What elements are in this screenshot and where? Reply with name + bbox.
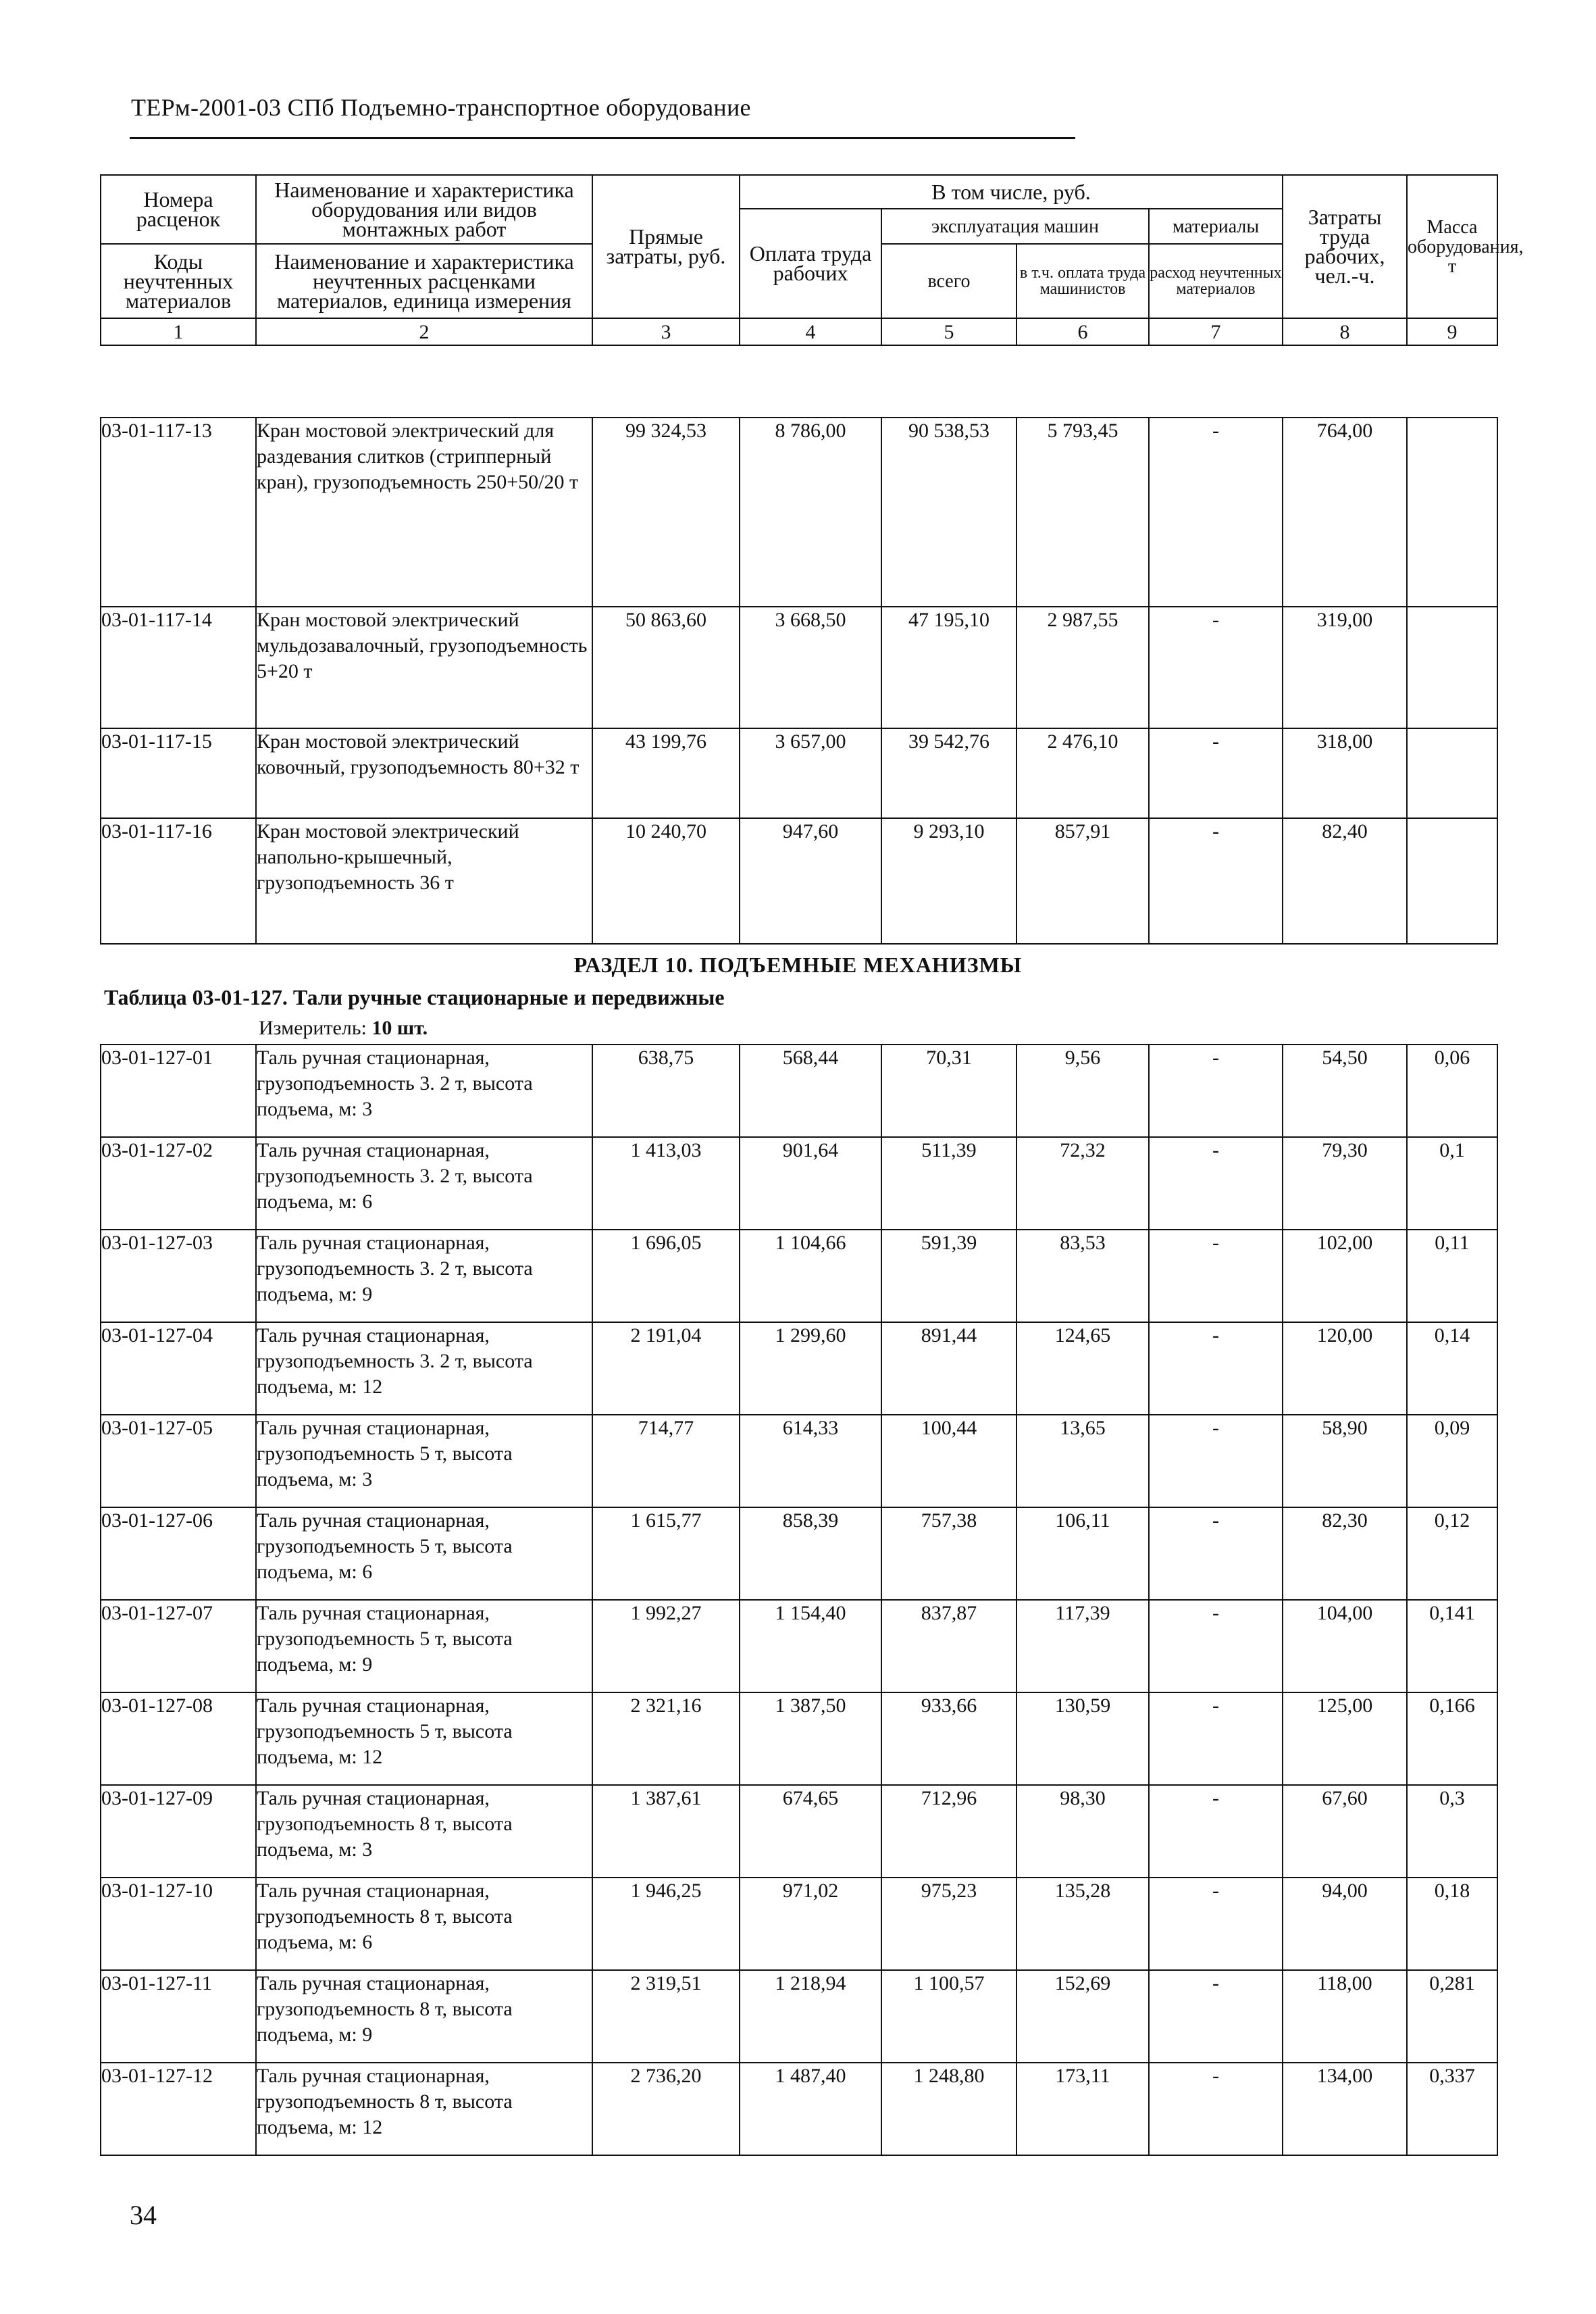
materials-cell: - [1149, 1600, 1283, 1692]
col-header-unaccounted-codes: Коды неучтенных материалов [101, 244, 256, 318]
rate-code: 03-01-127-07 [101, 1600, 256, 1692]
rate-name: Таль ручная стационарная, грузоподъемность 8 т, высота подъема, м: 6 [256, 1878, 592, 1970]
worker-pay-cell: 858,39 [740, 1507, 881, 1600]
machine-total-cell: 100,44 [881, 1415, 1016, 1507]
materials-cell: - [1149, 2063, 1283, 2155]
operator-pay-cell: 9,56 [1016, 1045, 1149, 1137]
rate-name: Кран мостовой электрический мульдозавалочный, грузоподъемность 5+20 т [256, 607, 592, 728]
worker-pay-cell: 1 154,40 [740, 1600, 881, 1692]
rate-name: Кран мостовой электрический напольно-крышечный, грузоподъемность 36 т [256, 818, 592, 944]
machine-total-cell: 1 248,80 [881, 2063, 1016, 2155]
materials-cell: - [1149, 1692, 1283, 1785]
operator-pay-cell: 106,11 [1016, 1507, 1149, 1600]
operator-pay-cell: 13,65 [1016, 1415, 1149, 1507]
table-row [101, 1970, 1497, 2063]
machine-total-cell: 47 195,10 [881, 607, 1016, 728]
rate-name: Таль ручная стационарная, грузоподъемность 3. 2 т, высота подъема, м: 12 [256, 1322, 592, 1415]
machine-total-cell: 712,96 [881, 1785, 1016, 1878]
rate-code: 03-01-127-05 [101, 1415, 256, 1507]
unit-label: Измеритель: [259, 1017, 367, 1039]
labor-hours-cell: 318,00 [1283, 728, 1407, 818]
rate-name: Таль ручная стационарная, грузоподъемность 3. 2 т, высота подъема, м: 3 [256, 1045, 592, 1137]
materials-cell: - [1149, 1322, 1283, 1415]
col-number: 5 [881, 318, 1016, 345]
mass-cell [1407, 728, 1497, 818]
worker-pay-cell: 614,33 [740, 1415, 881, 1507]
labor-hours-cell: 102,00 [1283, 1230, 1407, 1322]
table-row [101, 2063, 1497, 2155]
table-row [101, 1045, 1497, 1137]
worker-pay-cell: 1 387,50 [740, 1692, 881, 1785]
materials-cell: - [1149, 418, 1283, 607]
materials-cell: - [1149, 818, 1283, 944]
materials-cell: - [1149, 1785, 1283, 1878]
rate-name: Таль ручная стационарная, грузоподъемность 5 т, высота подъема, м: 6 [256, 1507, 592, 1600]
section-title: РАЗДЕЛ 10. ПОДЪЕМНЫЕ МЕХАНИЗМЫ [573, 953, 1023, 977]
table-row [101, 1507, 1497, 1600]
operator-pay-cell: 72,32 [1016, 1137, 1149, 1230]
machine-total-cell: 9 293,10 [881, 818, 1016, 944]
worker-pay-cell: 3 668,50 [740, 607, 881, 728]
direct-costs-cell: 2 319,51 [592, 1970, 740, 2063]
operator-pay-cell: 152,69 [1016, 1970, 1149, 2063]
labor-hours-cell: 79,30 [1283, 1137, 1407, 1230]
machine-total-cell: 511,39 [881, 1137, 1016, 1230]
mass-cell: 0,281 [1407, 1970, 1497, 2063]
col-number: 9 [1407, 318, 1497, 345]
table-row [101, 1878, 1497, 1970]
rate-code: 03-01-127-12 [101, 2063, 256, 2155]
col-header-machine-operation: эксплуатация машин [881, 209, 1149, 244]
machine-total-cell: 891,44 [881, 1322, 1016, 1415]
rate-name: Кран мостовой электрический ковочный, грузоподъемность 80+32 т [256, 728, 592, 818]
direct-costs-cell: 50 863,60 [592, 607, 740, 728]
rate-code: 03-01-117-15 [101, 728, 256, 818]
labor-hours-cell: 94,00 [1283, 1878, 1407, 1970]
table-row [101, 1415, 1497, 1507]
table-row [101, 728, 1497, 818]
labor-hours-cell: 82,30 [1283, 1507, 1407, 1600]
col-number: 4 [740, 318, 881, 345]
column-header-table [100, 174, 1524, 346]
materials-cell: - [1149, 1878, 1283, 1970]
operator-pay-cell: 5 793,45 [1016, 418, 1149, 607]
operator-pay-cell: 98,30 [1016, 1785, 1149, 1878]
labor-hours-cell: 764,00 [1283, 418, 1407, 607]
direct-costs-cell: 99 324,53 [592, 418, 740, 607]
labor-hours-cell: 120,00 [1283, 1322, 1407, 1415]
rate-code: 03-01-127-11 [101, 1970, 256, 2063]
worker-pay-cell: 674,65 [740, 1785, 881, 1878]
materials-cell: - [1149, 1970, 1283, 2063]
direct-costs-cell: 1 946,25 [592, 1878, 740, 1970]
col-number: 2 [256, 318, 592, 345]
unit-value: 10 шт. [371, 1017, 428, 1039]
machine-total-cell: 591,39 [881, 1230, 1016, 1322]
unit-of-measure [259, 1017, 428, 1040]
materials-cell: - [1149, 728, 1283, 818]
direct-costs-cell: 1 413,03 [592, 1137, 740, 1230]
rate-code: 03-01-127-01 [101, 1045, 256, 1137]
table-row [101, 1692, 1497, 1785]
direct-costs-cell: 714,77 [592, 1415, 740, 1507]
direct-costs-cell: 1 615,77 [592, 1507, 740, 1600]
rate-name: Таль ручная стационарная, грузоподъемность 5 т, высота подъема, м: 9 [256, 1600, 592, 1692]
hoist-rates-table [100, 1044, 1498, 2156]
table-row [101, 1322, 1497, 1415]
col-number: 6 [1016, 318, 1149, 345]
mass-cell: 0,12 [1407, 1507, 1497, 1600]
rate-code: 03-01-127-10 [101, 1878, 256, 1970]
operator-pay-cell: 173,11 [1016, 2063, 1149, 2155]
materials-cell: - [1149, 1137, 1283, 1230]
col-header-labor-hours: Затраты труда рабочих, чел.-ч. [1283, 175, 1407, 318]
worker-pay-cell: 1 218,94 [740, 1970, 881, 2063]
labor-hours-cell: 82,40 [1283, 818, 1407, 944]
labor-hours-cell: 125,00 [1283, 1692, 1407, 1785]
worker-pay-cell: 1 104,66 [740, 1230, 881, 1322]
mass-cell: 0,166 [1407, 1692, 1497, 1785]
table-row [101, 1137, 1497, 1230]
operator-pay-cell: 124,65 [1016, 1322, 1149, 1415]
col-header-material-consumption: расход неучтенных материалов [1149, 244, 1283, 318]
rate-name: Таль ручная стационарная, грузоподъемность 3. 2 т, высота подъема, м: 6 [256, 1137, 592, 1230]
labor-hours-cell: 67,60 [1283, 1785, 1407, 1878]
direct-costs-cell: 1 696,05 [592, 1230, 740, 1322]
table-row [101, 1785, 1497, 1878]
mass-cell: 0,14 [1407, 1322, 1497, 1415]
col-number: 1 [101, 318, 256, 345]
machine-total-cell: 1 100,57 [881, 1970, 1016, 2063]
rate-code: 03-01-127-04 [101, 1322, 256, 1415]
rate-name: Таль ручная стационарная, грузоподъемность 8 т, высота подъема, м: 3 [256, 1785, 592, 1878]
mass-cell: 0,141 [1407, 1600, 1497, 1692]
worker-pay-cell: 1 487,40 [740, 2063, 881, 2155]
col-number: 7 [1149, 318, 1283, 345]
worker-pay-cell: 3 657,00 [740, 728, 881, 818]
table-row [101, 1600, 1497, 1692]
mass-cell [1407, 818, 1497, 944]
table-row [101, 818, 1497, 944]
rate-code: 03-01-127-03 [101, 1230, 256, 1322]
materials-cell: - [1149, 607, 1283, 728]
machine-total-cell: 70,31 [881, 1045, 1016, 1137]
worker-pay-cell: 971,02 [740, 1878, 881, 1970]
rate-code: 03-01-117-13 [101, 418, 256, 607]
rate-code: 03-01-117-14 [101, 607, 256, 728]
materials-cell: - [1149, 1415, 1283, 1507]
crane-rates-table [100, 417, 1498, 945]
labor-hours-cell: 58,90 [1283, 1415, 1407, 1507]
worker-pay-cell: 947,60 [740, 818, 881, 944]
table-row [101, 607, 1497, 728]
mass-cell: 0,1 [1407, 1137, 1497, 1230]
mass-cell: 0,09 [1407, 1415, 1497, 1507]
col-header-operator-pay: в т.ч. оплата труда машинистов [1016, 244, 1149, 318]
rate-name: Таль ручная стационарная, грузоподъемность 5 т, высота подъема, м: 3 [256, 1415, 592, 1507]
mass-cell: 0,337 [1407, 2063, 1497, 2155]
col-header-direct-costs: Прямые затраты, руб. [592, 175, 740, 318]
rate-code: 03-01-127-02 [101, 1137, 256, 1230]
worker-pay-cell: 901,64 [740, 1137, 881, 1230]
materials-cell: - [1149, 1230, 1283, 1322]
mass-cell [1407, 607, 1497, 728]
worker-pay-cell: 568,44 [740, 1045, 881, 1137]
materials-cell: - [1149, 1507, 1283, 1600]
mass-cell: 0,18 [1407, 1878, 1497, 1970]
col-number: 8 [1283, 318, 1407, 345]
labor-hours-cell: 104,00 [1283, 1600, 1407, 1692]
machine-total-cell: 90 538,53 [881, 418, 1016, 607]
operator-pay-cell: 2 476,10 [1016, 728, 1149, 818]
rate-code: 03-01-127-08 [101, 1692, 256, 1785]
machine-total-cell: 757,38 [881, 1507, 1016, 1600]
direct-costs-cell: 10 240,70 [592, 818, 740, 944]
operator-pay-cell: 117,39 [1016, 1600, 1149, 1692]
direct-costs-cell: 2 191,04 [592, 1322, 740, 1415]
hoist-rows [101, 1045, 1497, 2155]
operator-pay-cell: 130,59 [1016, 1692, 1149, 1785]
operator-pay-cell: 135,28 [1016, 1878, 1149, 1970]
rate-code: 03-01-127-09 [101, 1785, 256, 1878]
page-number: 34 [130, 2200, 157, 2230]
mass-cell: 0,11 [1407, 1230, 1497, 1322]
mass-cell [1407, 418, 1497, 607]
labor-hours-cell: 319,00 [1283, 607, 1407, 728]
operator-pay-cell: 857,91 [1016, 818, 1149, 944]
col-header-worker-pay: Оплата труда рабочих [740, 209, 881, 318]
direct-costs-cell: 2 736,20 [592, 2063, 740, 2155]
col-header-materials: материалы [1149, 209, 1283, 244]
rate-code: 03-01-127-06 [101, 1507, 256, 1600]
col-number: 3 [592, 318, 740, 345]
rate-name: Таль ручная стационарная, грузоподъемность 8 т, высота подъема, м: 9 [256, 1970, 592, 2063]
labor-hours-cell: 134,00 [1283, 2063, 1407, 2155]
materials-cell: - [1149, 1045, 1283, 1137]
direct-costs-cell: 1 992,27 [592, 1600, 740, 1692]
header-rule [130, 137, 1075, 139]
rate-name: Таль ручная стационарная, грузоподъемность 8 т, высота подъема, м: 12 [256, 2063, 592, 2155]
rate-name: Кран мостовой электрический для раздевания слитков (стрипперный кран), грузоподъемность 250+50/20 т [256, 418, 592, 607]
machine-total-cell: 933,66 [881, 1692, 1016, 1785]
rate-name: Таль ручная стационарная, грузоподъемность 3. 2 т, высота подъема, м: 9 [256, 1230, 592, 1322]
table-row [101, 418, 1497, 607]
col-header-equipment-mass: Масса оборудования, т [1407, 175, 1497, 318]
running-head-title: ТЕРм-2001-03 СПб Подъемно-транспортное оборудование [131, 94, 751, 121]
rate-name: Таль ручная стационарная, грузоподъемность 5 т, высота подъема, м: 12 [256, 1692, 592, 1785]
labor-hours-cell: 54,50 [1283, 1045, 1407, 1137]
direct-costs-cell: 2 321,16 [592, 1692, 740, 1785]
col-header-group-including: В том числе, руб. [740, 175, 1283, 209]
machine-total-cell: 837,87 [881, 1600, 1016, 1692]
col-header-work-name: Наименование и характеристика оборудования или видов монтажных работ [256, 175, 592, 244]
machine-total-cell: 39 542,76 [881, 728, 1016, 818]
labor-hours-cell: 118,00 [1283, 1970, 1407, 2063]
col-header-machine-total: всего [881, 244, 1016, 318]
table-row [101, 1230, 1497, 1322]
worker-pay-cell: 8 786,00 [740, 418, 881, 607]
operator-pay-cell: 83,53 [1016, 1230, 1149, 1322]
mass-cell: 0,3 [1407, 1785, 1497, 1878]
rate-code: 03-01-117-16 [101, 818, 256, 944]
direct-costs-cell: 1 387,61 [592, 1785, 740, 1878]
mass-cell: 0,06 [1407, 1045, 1497, 1137]
direct-costs-cell: 638,75 [592, 1045, 740, 1137]
col-header-rate-numbers: Номера расценок [101, 175, 256, 244]
machine-total-cell: 975,23 [881, 1878, 1016, 1970]
table-caption: Таблица 03-01-127. Тали ручные стационарные и передвижные [104, 985, 725, 1009]
direct-costs-cell: 43 199,76 [592, 728, 740, 818]
col-header-unaccounted-materials: Наименование и характеристика неучтенных расценками материалов, единица измерения [256, 244, 592, 318]
worker-pay-cell: 1 299,60 [740, 1322, 881, 1415]
operator-pay-cell: 2 987,55 [1016, 607, 1149, 728]
